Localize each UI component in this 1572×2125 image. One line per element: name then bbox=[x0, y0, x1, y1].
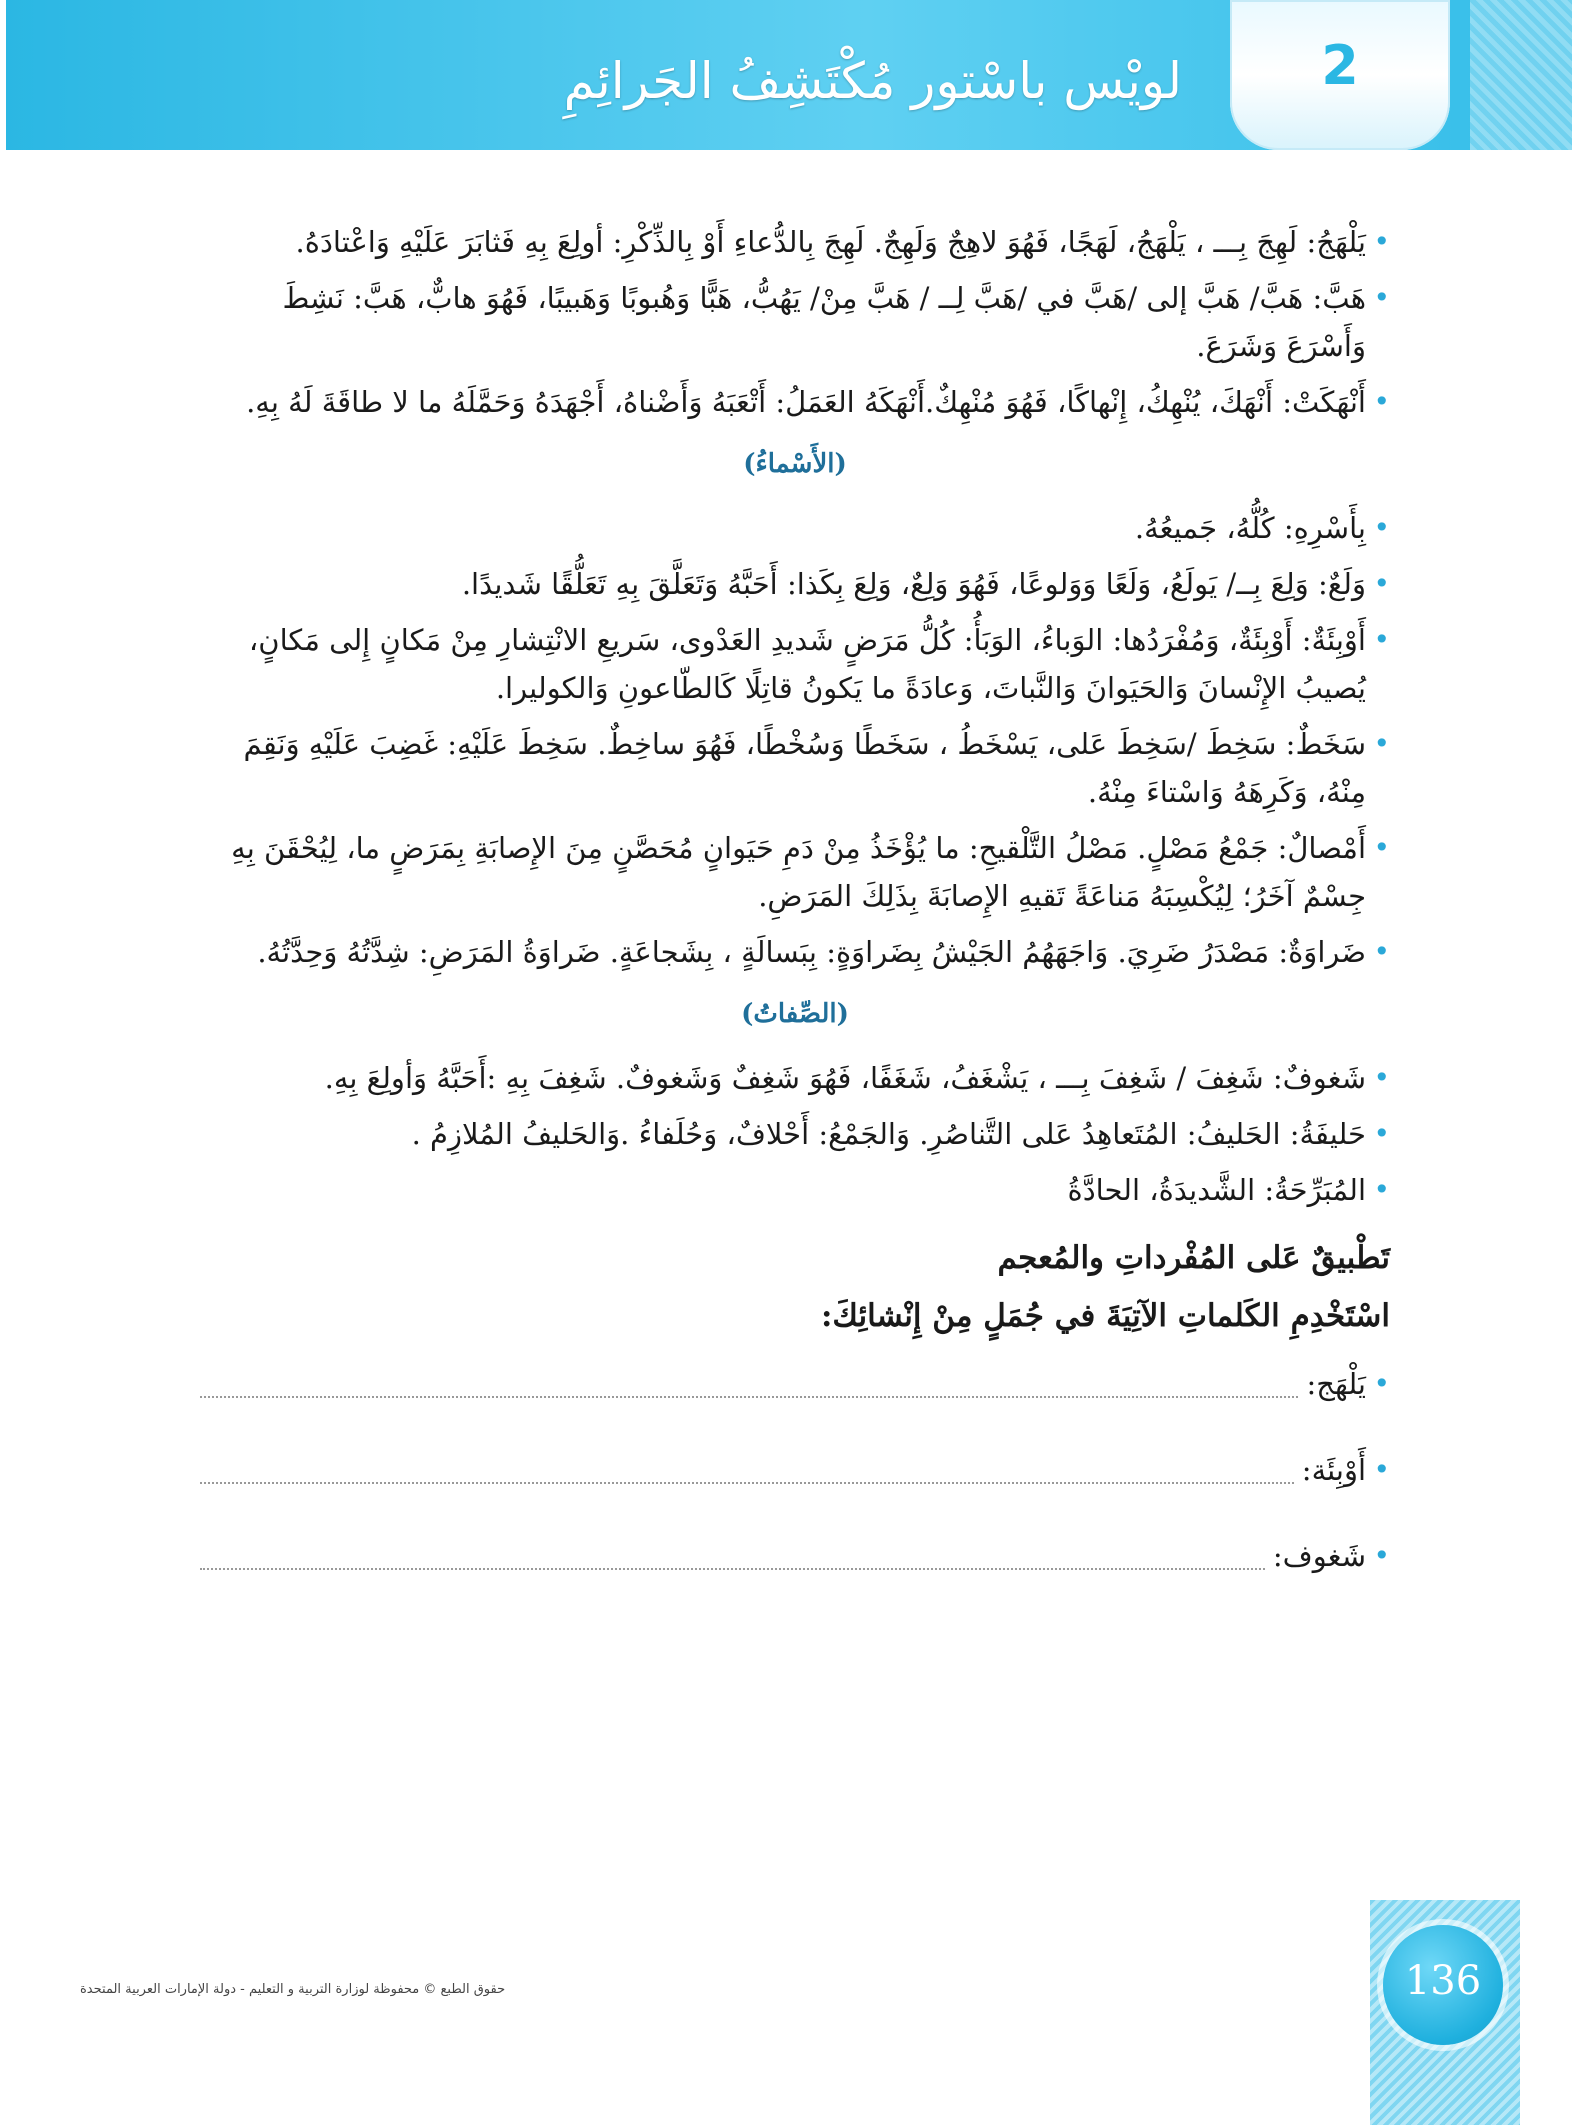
adjectives-heading: (الصِّفاتُ) bbox=[741, 999, 849, 1029]
page-number: 136 bbox=[1404, 1958, 1482, 2004]
vocab-entry-walaa: • وَلَعٌ: وَلِعَ بِــ/ يَولَعُ، وَلَعًا وَوَلوعًا، فَهُوَ وَلِعٌ، وَلِعَ بِكَذا: أَحَبَّهُ وَتَعَلَّقَ بِهِ تَعَلُّقًا شَديدًا. bbox=[200, 560, 1390, 608]
vocab-entry-shaghuf: • شَغوفٌ: شَغِفَ / شَغِفَ بِـــ ، يَشْغَفُ، شَغَفًا، فَهُوَ شَغِفٌ وَشَغوفٌ. شَغِفَ بِهِ :أَحَبَّهُ وَأولِعَ بِهِ. bbox=[200, 1054, 1390, 1102]
vocab-entry-amsal: • أَمْصالٌ: جَمْعُ مَصْلٍ. مَصْلُ التَّلْقيحِ: ما يُؤْخَذُ مِنْ دَمِ حَيَوانٍ مُحَصَّنٍ مِنَ الإِصابَةِ بِمَرَضٍ ما، لِيُحْقَنَ بِهِ جِسْمٌ آخَرُ؛ لِيُكْسِبَهُ مَناعَةً تَقيهِ الإِصابَةَ بِذَلِكَ المَرَضِ. bbox=[200, 824, 1390, 920]
exercise-row bbox=[200, 1532, 1390, 1580]
vocabulary-content bbox=[200, 218, 1390, 1618]
page-title: لويْس باسْتور مُكْتَشِفُ الجَرائِمِ bbox=[563, 52, 1182, 110]
vocab-entry-sakhat: • سَخَطٌ: سَخِطَ /سَخِطَ عَلى، يَسْخَطُ ، سَخَطًا وَسُخْطًا، فَهُوَ ساخِطٌ. سَخِطَ عَلَيْهِ: غَضِبَ عَلَيْهِ وَنَقِمَ مِنْهُ، وَكَرِهَهُ وَاسْتاءَ مِنْهُ. bbox=[200, 720, 1390, 816]
vocab-entry-mubarriha: • المُبَرِّحَةُ: الشَّديدَةُ، الحادَّةُ bbox=[200, 1166, 1390, 1214]
exercise-row bbox=[200, 1446, 1390, 1494]
answer-line[interactable] bbox=[200, 1482, 1294, 1484]
vocab-entry-habba: • هَبَّ: هَبَّ/ هَبَّ إلى /هَبَّ في /هَبَّ لِــ / هَبَّ مِنْ/ يَهُبُّ، هَبًّا وَهُبوبًا وَهَبيبًا، فَهُوَ هابٌّ، هَبَّ: نَشِطَ وَأَسْرَعَ وَشَرَعَ. bbox=[200, 274, 1390, 370]
vocab-entry-awbiah: • أَوْبِئَةٌ: أَوْبِئَةٌ، وَمُفْرَدُها: الوَباءُ، الوَبَأُ: كُلُّ مَرَضٍ شَديدِ العَدْوى، سَريعِ الانْتِشارِ مِنْ مَكانٍ إِلى مَكانٍ، يُصيبُ الإِنْسانَ وَالحَيَوانَ وَالنَّباتَ، وَعادَةً ما يَكونُ قاتِلًا كَالطّاعونِ وَالكوليرا. bbox=[200, 616, 1390, 712]
vocab-entry-darawa: • ضَراوَةٌ: مَصْدَرُ ضَرِيَ. وَاجَهَهُمُ الجَيْشُ بِضَراوَةٍ: بِبَسالَةٍ ، بِشَجاعَةٍ. ضَراوَةُ المَرَضِ: شِدَّتُهُ وَحِدَّتُهُ. bbox=[200, 928, 1390, 976]
exercise-label: • شَغوف: bbox=[1273, 1532, 1390, 1580]
copyright-text: حقوق الطبع © محفوظة لوزارة التربية و التعليم - دولة الإمارات العربية المتحدة bbox=[80, 1982, 506, 1997]
header-decoration bbox=[1470, 0, 1572, 150]
application-heading: تَطْبيقٌ عَلى المُفْرداتِ والمُعجم bbox=[997, 1240, 1390, 1276]
exercise-label: • يَلْهَج: bbox=[1306, 1360, 1390, 1408]
vocab-entry-yalhaju: • يَلْهَجُ: لَهِجَ بِـــ ، يَلْهَجُ، لَهَجًا، فَهُوَ لاهِجٌ وَلَهِجٌ. لَهِجَ بِالدُّعاءِ أَوْ بِالذِّكْرِ: أولِعَ بِهِ فَثابَرَ عَلَيْهِ وَاعْتادَهُ. bbox=[200, 218, 1390, 266]
exercise-label: • أَوْبِئَة: bbox=[1302, 1446, 1390, 1494]
exercise-row bbox=[200, 1360, 1390, 1408]
application-instruction: اسْتَخْدِمِ الكَلماتِ الآتِيَةَ في جُمَلٍ مِنْ إِنْشائِكَ: bbox=[820, 1298, 1390, 1334]
vocab-entry-halifa: • حَليفَةُ: الحَليفُ: المُتَعاهِدُ عَلى التَّناصُرِ. وَالجَمْعُ: أَحْلافٌ، وَحُلَفاءُ .وَالحَليفُ المُلازِمُ . bbox=[200, 1110, 1390, 1158]
answer-line[interactable] bbox=[200, 1396, 1298, 1398]
vocab-entry-anhakat: • أَنْهَكَتْ: أَنْهَكَ، يُنْهِكُ، إِنْهاكًا، فَهُوَ مُنْهِكٌ.أَنْهَكَهُ العَمَلُ: أَتْعَبَهُ وَأَضْناهُ، أَجْهَدَهُ وَحَمَّلَهُ ما لا طاقَةَ لَهُ بِهِ. bbox=[200, 378, 1390, 426]
vocab-entry-biasrihi: • بِأَسْرِهِ: كُلُّهُ، جَميعُهُ. bbox=[200, 504, 1390, 552]
nouns-heading: (الأَسْماءُ) bbox=[743, 449, 847, 479]
answer-line[interactable] bbox=[200, 1568, 1265, 1570]
lesson-number: 2 bbox=[1321, 34, 1359, 97]
